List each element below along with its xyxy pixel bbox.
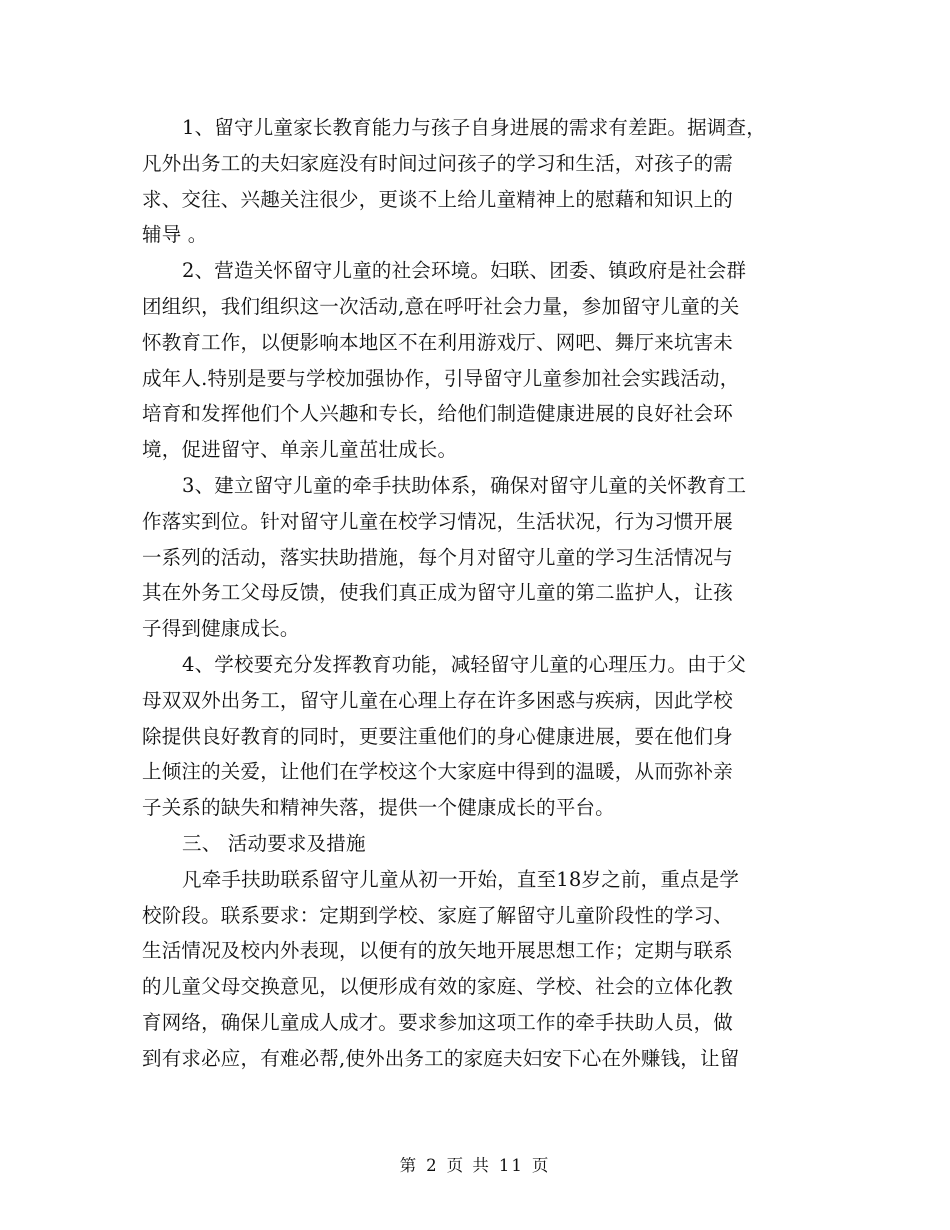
text-line: 辅导 。 [142,223,208,247]
text-line: 2、营造关怀留守儿童的社会环境。妇联、团委、镇政府是社会群 [182,259,747,283]
text-line: 培育和发挥他们个人兴趣和专长，给他们制造健康进展的良好社会环 [142,402,734,426]
paragraph-5 [142,862,808,1077]
document-body [142,110,808,1077]
current-page-number: 2 [426,1156,439,1175]
section-heading-text: 三、 活动要求及措施 [182,831,366,855]
text-line: 求、交往、兴趣关注很少，更谈不上给儿童精神上的慰藉和知识上的 [142,187,734,211]
text-line: 到有求必应，有难必帮,使外出务工的家庭夫妇安下心在外赚钱，让留 [142,1046,740,1070]
text-line: 境，促进留守、单亲儿童茁壮成长。 [142,438,458,462]
text-line: 母双双外出务工，留守儿童在心理上存在许多困惑与疾病，因此学校 [142,688,734,712]
text-line: 校阶段。联系要求：定期到学校、家庭了解留守儿童阶段性的学习、 [142,903,734,927]
page-footer [0,1152,950,1176]
text-line: 生活情况及校内外表现，以便有的放矢地开展思想工作；定期与联系 [142,939,734,963]
footer-middle: 页 共 [446,1156,491,1175]
text-line: 其在外务工父母反馈，使我们真正成为留守儿童的第二监护人，让孩 [142,581,734,605]
text-line: 育网络，确保儿童成人成才。要求参加这项工作的牵手扶助人员，做 [142,1010,734,1034]
text-line: 团组织，我们组织这一次活动,意在呼吁社会力量，参加留守儿童的关 [142,294,740,318]
text-line: 4、学校要充分发挥教育功能，减轻留守儿童的心理压力。由于父 [182,652,747,676]
text-line: 成年人.特别是要与学校加强协作，引导留守儿童参加社会实践活动， [142,366,740,390]
footer-suffix: 页 [531,1156,551,1175]
text-line: 子关系的缺失和精神失落，提供一个健康成长的平台。 [142,796,615,820]
text-line: 1、留守儿童家长教育能力与孩子自身进展的需求有差距。据调查， [182,116,766,139]
paragraph-3 [142,468,808,647]
text-line: 作落实到位。针对留守儿童在校学习情况，生活状况，行为习惯开展 [142,509,734,533]
text-line: 除提供良好教育的同时，更要注重他们的身心健康进展，要在他们身 [142,724,734,748]
text-line: 一系列的活动，落实扶助措施，每个月对留守儿童的学习生活情况与 [142,545,734,569]
paragraph-1 [142,110,808,253]
text-line: 的儿童父母交换意见，以便形成有效的家庭、学校、社会的立体化教 [142,975,734,999]
text-line: 3、建立留守儿童的牵手扶助体系，确保对留守儿童的关怀教育工 [182,473,747,497]
total-pages-number: 11 [498,1156,524,1175]
text-line: 上倾注的关爱，让他们在学校这个大家庭中得到的温暖，从而弥补亲 [142,760,734,784]
footer-prefix: 第 [399,1156,419,1175]
paragraph-4 [142,647,808,826]
text-line: 凡牵手扶助联系留守儿童从初一开始，直至18岁之前，重点是学 [182,867,740,891]
section-heading [142,826,808,862]
text-line: 子得到健康成长。 [142,617,300,641]
text-line: 怀教育工作，以便影响本地区不在利用游戏厅、网吧、舞厅来坑害未 [142,330,734,354]
paragraph-2 [142,253,808,468]
text-line: 凡外出务工的夫妇家庭没有时间过问孩子的学习和生活，对孩子的需 [142,151,734,175]
